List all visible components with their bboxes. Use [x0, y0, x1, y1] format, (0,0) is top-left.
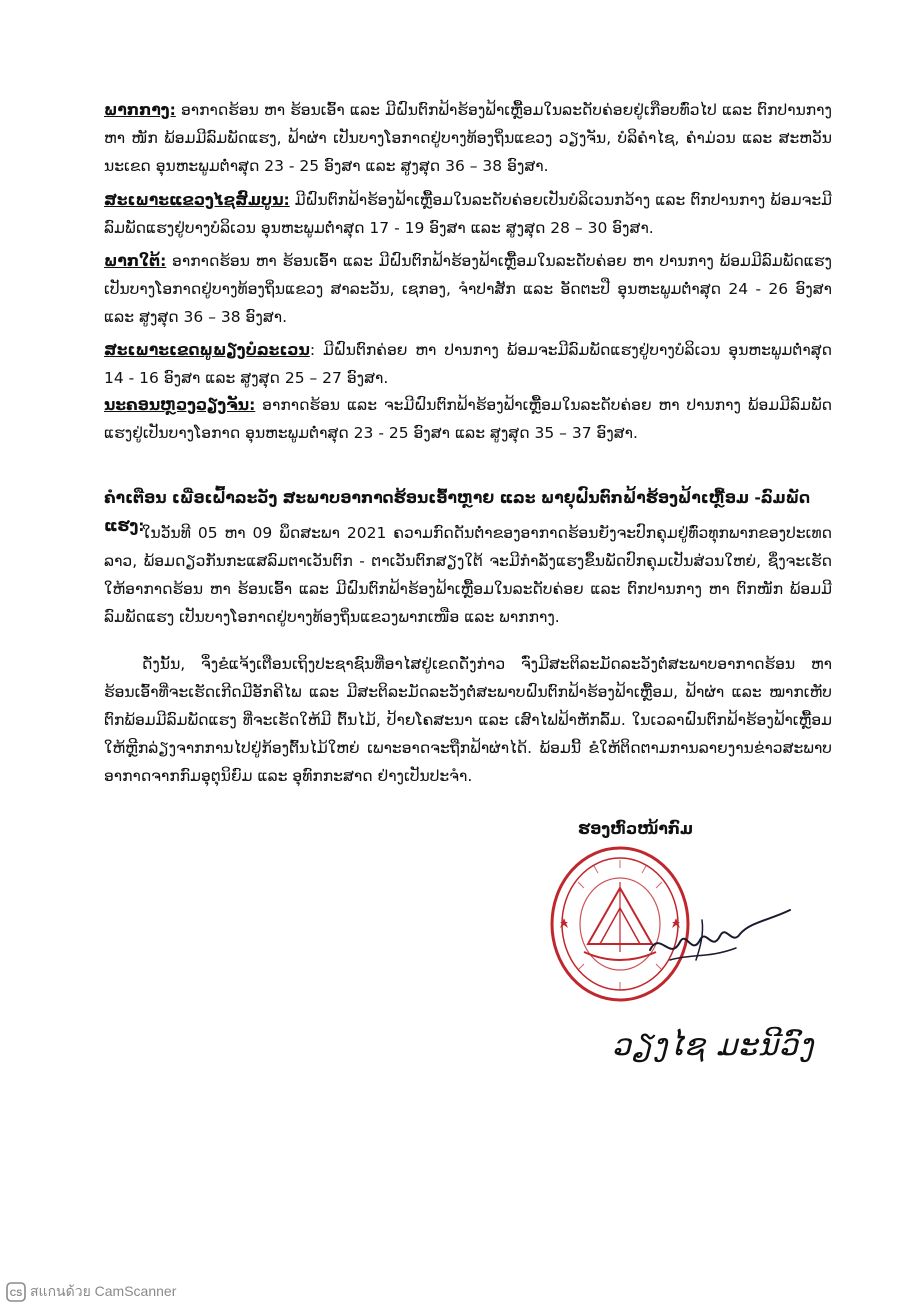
region-label: ພາກໃຕ້: — [104, 252, 167, 270]
signer-name: ວຽງໄຊ ມະນີວົງ — [612, 1028, 815, 1063]
camscanner-icon — [6, 1282, 26, 1302]
handwritten-signature-icon — [640, 900, 800, 980]
region-text: ມີຝົນຕົກຟ້າຮ້ອງຟ້າເຫຼື້ອມໃນລະດັບຄ່ອຍເປັນບໍລິເວນກວ້າງ ແລະ ຕົກປານກາງ ພ້ອມຈະມີລົມພັດແຮງຢູ່ບາງບໍລິເວນ ອຸນຫະພູມຕ່ຳສຸດ 17 - 19 ອົງສາ ແລະ ສູງສຸດ 28 – 30 ອົງສາ. — [104, 191, 832, 237]
region-south — [104, 247, 832, 331]
advice-paragraph: ດັ່ງນັ້ນ, ຈຶ່ງຂໍແຈ້ງເຕືອນເຖິງປະຊາຊົນທີ່ອາໄສຢູ່ເຂດດັ່ງກ່າວ ຈົ່ງມີສະຕິລະມັດລະວັງຕໍ່ສະພາບອາກາດຮ້ອນ ຫາ ຮ້ອນເອົ້າທີ່ຈະເຮັດເກີດມີອັກຄີໄພ ແລະ ມີສະຕິລະມັດລະວັງຕໍ່ສະພາບຝົນຕົກຟ້າຮ້ອງຟ້າເຫຼື້ອມ, ຟ້າຜ່າ ແລະ ໝາກເຫັບຕົກພ້ອມມີລົມພັດແຮງ ທີ່ຈະເຮັດໃຫ້ມີ ຕົ້ນໄມ້, ປ້າຍໂຄສະນາ ແລະ ເສົາໄຟຟ້າຫັກລົ້ມ. ໃນເວລາຝົນຕົກຟ້າຮ້ອງຟ້າເຫຼື້ອມໃຫ້ຫຼີກລ່ຽງຈາກການໄປຢູ່ກ້ອງຕົ້ນໄມ້ໃຫຍ່ ເພາະອາດຈະຖືກຟ້າຜ່າໄດ້. ພ້ອມນີ້ ຂໍໃຫ້ຕິດຕາມການລາຍງານຂ່າວສະພາບອາກາດຈາກກົມອຸຕຸນິຍົມ ແລະ ອຸທົກກະສາດ ຢ່າງເປັນປະຈຳ. — [104, 655, 832, 785]
signatory-title: ຮອງຫົວໜ້າກົມ — [578, 820, 694, 838]
region-text: ອາກາດຮ້ອນ ຫາ ຮ້ອນເອົ້າ ແລະ ມີຝົນຕົກຟ້າຮ້ອງຟ້າເຫຼື້ອມໃນລະດັບຄ່ອຍ ຫາ ປານກາງ ພ້ອມມີລົມພັດແຮງ ເປັນບາງໂອກາດຢູ່ບາງທ້ອງຖິ່ນແຂວງ ສາລະວັນ, ເຊກອງ, ຈຳປາສັກ ແລະ ອັດຕະປື ອຸນຫະພູມຕ່ຳສຸດ 24 - 26 ອົງສາ ແລະ ສູງສຸດ 36 – 38 ອົງສາ. — [104, 252, 832, 326]
warning-paragraph: ໃນວັນທີ 05 ຫາ 09 ພຶດສະພາ 2021 ຄວາມກົດດັນຕ່ຳຂອງອາກາດຮ້ອນຍັງຈະປົກຄຸມຢູ່ທົ່ວທຸກພາກຂອງປະເທດລາວ, ພ້ອມດຽວກັນກະແສລົມຕາເວັນຕົກ - ຕາເວັນຕົກສຽງໃຕ້ ຈະມີກຳລັງແຮງຂຶ້ນພັດປົກຄຸມເປັນສ່ວນໃຫຍ່, ຊຶ່ງຈະເຮັດໃຫ້ອາກາດຮ້ອນ ຫາ ຮ້ອນເອົ້າ ແລະ ມີຝົນຕົກຟ້າຮ້ອງຟ້າເຫຼື້ອມໃນລະດັບຄ່ອຍ ແລະ ຕົກປານກາງ ຫາ ຕົກໜັກ ພ້ອມມີລົມພັດແຮງ ເປັນບາງໂອກາດຢູ່ບາງທ້ອງຖິ່ນແຂວງພາກເໜືອ ແລະ ພາກກາງ. — [104, 524, 832, 626]
camscanner-watermark — [6, 1281, 176, 1303]
region-text: : ມີຝົນຕົກຄ່ອຍ ຫາ ປານກາງ ພ້ອມຈະມີລົມພັດແຮງຢູ່ບາງບໍລິເວນ ອຸນຫະພູມຕ່ຳສຸດ 14 - 16 ອົງສາ ແລະ ສູງສຸດ 25 – 27 ອົງສາ. — [104, 341, 832, 387]
region-label: ນະຄອນຫຼວງວຽງຈັນ: — [104, 396, 256, 414]
region-xaisomboun — [104, 186, 832, 242]
warning-title: ຄຳເຕືອນ ເພື່ອເຝົ້າລະວັງ ສະພາບອາກາດຮ້ອນເອົ້າຫຼາຍ ແລະ ພາຍຸຝົນຕົກຟ້າຮ້ອງຟ້າເຫຼື້ອມ -ລົມພັດແຮງ: — [104, 489, 811, 535]
region-text: ອາກາດຮ້ອນ ແລະ ຈະມີຝົນຕົກຟ້າຮ້ອງຟ້າເຫຼື້ອມໃນລະດັບຄ່ອຍ ຫາ ປານກາງ ພ້ອມມີລົມພັດແຮງຢູ່ເປັນບາງໂອກາດ ອຸນຫະພູມຕ່ຳສຸດ 23 - 25 ອົງສາ ແລະ ສູງສຸດ 35 – 37 ອົງສາ. — [104, 396, 832, 442]
region-label: ສະເພາະແຂວງໄຊສົມບູນ: — [104, 191, 290, 209]
watermark-text: สแกนด้วย CamScanner — [30, 1283, 177, 1299]
region-text: ອາກາດຮ້ອນ ຫາ ຮ້ອນເອົ້າ ແລະ ມີຝົນຕົກຟ້າຮ້ອງຟ້າເຫຼື້ອມໃນລະດັບຄ່ອຍຢູ່ເກືອບທົ່ວໄປ ແລະ ຕົກປານກາງ ຫາ ໜັກ ພ້ອມມີລົມພັດແຮງ, ຟ້າຜ່າ ເປັນບາງໂອກາດຢູ່ບາງທ້ອງຖິ່ນແຂວງ ວຽງຈັນ, ບໍລິຄຳໄຊ, ຄຳມ່ວນ ແລະ ສະຫວັນນະເຂດ ອຸນຫະພູມຕ່ຳສຸດ 23 - 25 ອົງສາ ແລະ ສູງສຸດ 36 – 38 ອົງສາ. — [104, 101, 832, 175]
region-label: ພາກກາງ: — [104, 101, 176, 119]
region-vientiane-capital — [104, 391, 832, 447]
svg-text:CS: CS — [9, 1288, 23, 1298]
region-bolaven-plateau — [104, 336, 832, 392]
region-label: ສະເພາະເຂດພູພຽງບໍລະເວນ — [104, 341, 310, 359]
region-central — [104, 96, 832, 180]
